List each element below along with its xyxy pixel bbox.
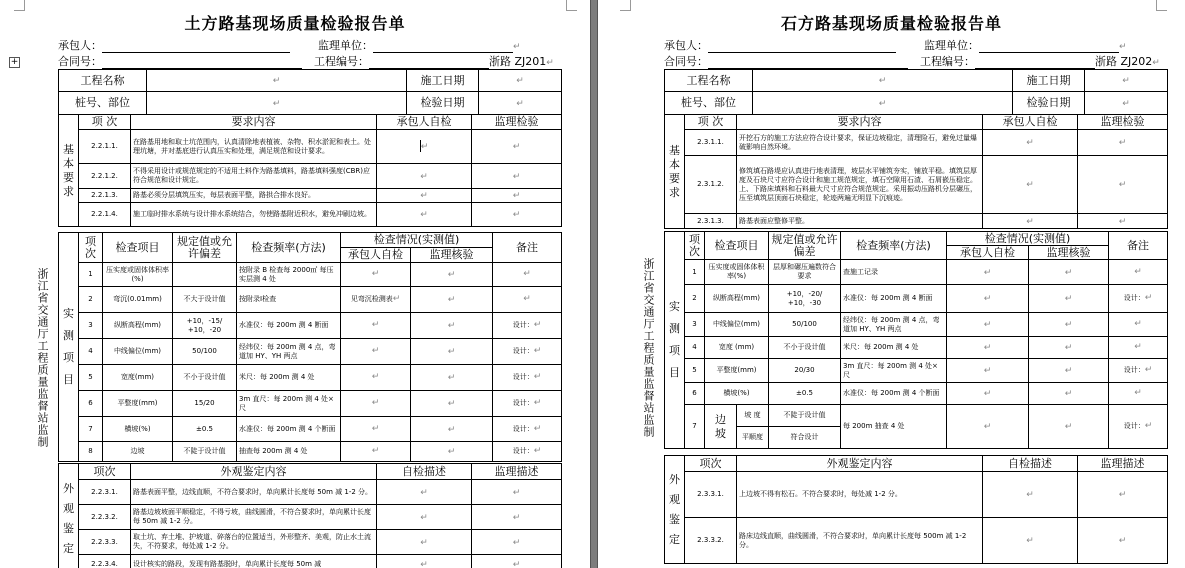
measured-note-cell[interactable]: 设计：↵: [1109, 285, 1168, 313]
report-title: 石方路基现场质量检验报告单: [780, 14, 1002, 33]
measured-row-item: 纵断高程(mm): [103, 313, 173, 339]
measured-row-frequency: 3m 直尺：每 200m 测 4 处×尺: [237, 391, 341, 417]
appearance-self-cell[interactable]: ↵: [377, 555, 472, 568]
paragraph-mark: ↵: [1152, 58, 1160, 68]
supervisor-field[interactable]: [373, 42, 513, 53]
measured-note-cell[interactable]: 设计：↵: [493, 339, 562, 365]
basic-header-content: 要求内容: [131, 115, 377, 130]
measured-row-allowance: +10，-20/ +10，-30: [769, 285, 841, 313]
measured-row-no: 4: [79, 339, 103, 365]
measured-supervision-cell[interactable]: ↵: [411, 287, 493, 313]
measured-self-cell[interactable]: ↵: [341, 365, 411, 391]
basic-header-item: 项 次: [685, 115, 737, 130]
crop-mark: [566, 0, 577, 11]
measured-row-allowance: 不大于设计值: [173, 287, 237, 313]
project-no-line: [920, 53, 1160, 69]
measured-row-allowance: ±0.5: [173, 417, 237, 442]
measured-row-item: 宽度(mm): [103, 365, 173, 391]
basic-self-check-cell[interactable]: ↵: [983, 130, 1078, 156]
measured-header-note: 备注: [493, 233, 562, 263]
basic-supervision-cell[interactable]: ↵: [472, 189, 562, 203]
info-table: [664, 69, 1168, 115]
measured-row-item: 纵断高程(mm): [705, 285, 769, 313]
measured-row-no: 4: [685, 337, 705, 359]
measured-note-cell[interactable]: ↵: [1109, 313, 1168, 337]
measured-row: [59, 339, 562, 365]
measured-self-cell[interactable]: ↵: [341, 417, 411, 442]
appearance-row-no: 2.3.3.1.: [685, 472, 737, 518]
appearance-row-text: 设计核实的路段，发现有路基脱时，单向累计长度每 50m 减: [131, 555, 377, 568]
measured-row-no: 6: [79, 391, 103, 417]
appearance-table: [664, 455, 1168, 564]
appearance-row-text: 取土坑、弃土堆、护坡道、碎落台的位置适当，外形整齐、美观，防止水土流失，不符要求，每处减 1-2 分。: [131, 530, 377, 555]
measured-row-item: 中线偏位(mm): [705, 313, 769, 337]
appearance-self-cell[interactable]: ↵: [983, 518, 1078, 564]
measured-row-frequency: 经纬仪：每 200m 测 4 点，弯道加 HY、YH 两点: [237, 339, 341, 365]
measured-row-allowance: ±0.5: [769, 383, 841, 405]
measured-header-no: 项次: [79, 233, 103, 263]
measured-row-frequency: 水准仪：每 200m 测 4 断面: [841, 285, 947, 313]
measured-self-cell[interactable]: ↵: [947, 260, 1029, 285]
basic-row-no: 2.3.1.2.: [685, 156, 737, 214]
contract-label: 合同号：: [664, 55, 708, 68]
project-no-field[interactable]: [975, 58, 1095, 69]
basic-row-text: 开挖石方的施工方法应符合设计要求，保证边坡稳定，清理险石，避免过量爆破影响自然环境。: [737, 130, 983, 156]
measured-row-allowance: 符合设计: [769, 427, 841, 449]
measured-row-item: 中线偏位(mm): [103, 339, 173, 365]
project-no-label: 工程编号：: [314, 55, 369, 68]
basic-self-check-cell[interactable]: ↵: [377, 164, 472, 189]
measured-row: [59, 365, 562, 391]
basic-header-supervision: 监理检验: [472, 115, 562, 130]
measured-row-frequency: 每 200m 抽查 4 处: [841, 405, 947, 449]
measured-row-allowance: 15/20: [173, 391, 237, 417]
contractor-field[interactable]: [708, 42, 896, 53]
measured-row-frequency: 按附录 B 检查每 2000㎡ 每压实层测 4 处: [237, 263, 341, 287]
measured-supervision-cell[interactable]: ↵: [411, 365, 493, 391]
basic-supervision-cell[interactable]: ↵: [472, 203, 562, 227]
basic-supervision-cell[interactable]: ↵: [472, 130, 562, 164]
measured-row: [59, 442, 562, 462]
appearance-row-no: 2.2.3.3.: [79, 530, 131, 555]
crop-mark: [1156, 0, 1167, 11]
measured-row: [665, 337, 1168, 359]
measured-header-supervision: 监理核验: [411, 248, 493, 263]
basic-row-no: 2.2.1.1.: [79, 130, 131, 164]
basic-row-text: 路基表面应整修平整。: [737, 214, 983, 229]
basic-header-self: 承包人自检: [983, 115, 1078, 130]
info-table: [58, 69, 562, 115]
basic-self-check-cell[interactable]: ↵: [983, 214, 1078, 229]
measured-note-cell[interactable]: ↵: [493, 263, 562, 287]
appearance-row-no: 2.3.3.2.: [685, 518, 737, 564]
side-label-supervision: 浙江省交通厅工程质量监督站监制: [642, 258, 655, 438]
measured-row-no: 7: [79, 417, 103, 442]
appearance-supervision-cell[interactable]: ↵: [472, 555, 562, 568]
basic-row-text: 施工临时排水系统与设计排水系统结合，勿使路基附近积水，避免冲刷边坡。: [131, 203, 377, 227]
measured-supervision-cell[interactable]: ↵: [1029, 337, 1109, 359]
measured-header-item: 检查项目: [103, 233, 173, 263]
supervisor-label: 监理单位：: [924, 39, 979, 52]
appearance-header-content: 外观鉴定内容: [737, 456, 983, 472]
measured-row-no: 2: [79, 287, 103, 313]
contract-field[interactable]: [102, 58, 302, 69]
measured-row-frequency: 按附录Ⅰ检查: [237, 287, 341, 313]
side-label-supervision: 浙江省交通厅工程质量监督站监制: [36, 268, 49, 448]
contractor-line: [58, 37, 290, 53]
report-page-earthwork: [0, 0, 590, 568]
appearance-header-content: 外观鉴定内容: [131, 464, 377, 480]
measured-row-item: 平整度(mm): [705, 359, 769, 383]
basic-requirements-table: [664, 114, 1168, 229]
contractor-label: 承包人：: [58, 39, 102, 52]
measured-row-item: 边坡: [103, 442, 173, 462]
measured-row-no: 1: [79, 263, 103, 287]
project-name-value[interactable]: ↵: [147, 70, 407, 92]
measured-supervision-cell[interactable]: ↵: [411, 263, 493, 287]
basic-header-content: 要求内容: [737, 115, 983, 130]
measured-row-frequency: 查施工记录: [841, 260, 947, 285]
appearance-row-text: 路床边线直顺，曲线圆滑，不符合要求时，单向累计长度每 500m 减 1-2 分。: [737, 518, 983, 564]
measured-section-label: 实测项目: [665, 232, 685, 449]
measured-row-allowance: 50/100: [769, 313, 841, 337]
measured-row-subitem: 平顺度: [737, 427, 769, 449]
appearance-header-supervision: 监理描述: [472, 464, 562, 480]
measured-row-allowance: +10，-15/ +10，-20: [173, 313, 237, 339]
basic-requirements-table: [58, 114, 562, 227]
measured-self-cell[interactable]: ↵: [341, 263, 411, 287]
measured-note-cell[interactable]: 设计：↵: [493, 391, 562, 417]
measured-supervision-cell[interactable]: ↵: [411, 417, 493, 442]
supervisor-label: 监理单位：: [318, 39, 373, 52]
paragraph-mark: ↵: [513, 42, 521, 52]
construction-date-value[interactable]: ↵: [479, 70, 562, 92]
station-label: 桩号、部位: [665, 92, 753, 115]
measured-self-cell[interactable]: ↵: [947, 313, 1029, 337]
appearance-supervision-cell[interactable]: ↵: [472, 480, 562, 505]
measured-supervision-cell[interactable]: ↵: [1029, 285, 1109, 313]
measured-header-allowance: 规定值或允许偏差: [173, 233, 237, 263]
measured-note-cell[interactable]: 设计：↵: [1109, 359, 1168, 383]
project-name-label: 工程名称: [59, 70, 147, 92]
inspection-date-value[interactable]: ↵: [1085, 92, 1168, 115]
project-no-field[interactable]: [369, 58, 489, 69]
measured-supervision-cell[interactable]: ↵: [1029, 405, 1109, 449]
measured-row-frequency: 水准仪：每 200m 测 4 个断面: [841, 383, 947, 405]
appearance-header-supervision: 监理描述: [1078, 456, 1168, 472]
measured-header-check: 检查情况(实测值): [947, 232, 1109, 246]
appearance-self-cell[interactable]: ↵: [377, 530, 472, 555]
construction-date-label: 施工日期: [1013, 70, 1085, 92]
measured-row-frequency: 抽查每 200m 测 4 处: [237, 442, 341, 462]
appearance-header-no: 项次: [685, 456, 737, 472]
measured-row-item: 横坡(%): [103, 417, 173, 442]
paragraph-mark: ↵: [1119, 42, 1127, 52]
measured-header-check: 检查情况(实测值): [341, 233, 493, 248]
basic-supervision-cell[interactable]: ↵: [1078, 156, 1168, 214]
measured-supervision-cell[interactable]: ↵: [411, 442, 493, 462]
basic-row-no: 2.2.1.3.: [79, 189, 131, 203]
measured-row-subitem: 坡 度: [737, 405, 769, 427]
crop-mark: [14, 0, 25, 11]
appearance-supervision-cell[interactable]: ↵: [472, 505, 562, 530]
appearance-table: [58, 463, 562, 568]
measured-self-cell[interactable]: ↵: [947, 337, 1029, 359]
contract-field[interactable]: [708, 58, 908, 69]
measured-supervision-cell[interactable]: ↵: [411, 313, 493, 339]
basic-row-text: 不得采用设计或规范规定的不适用土料作为路基填料，路基填料强度(CBR)应符合规范和设计规定。: [131, 164, 377, 189]
measured-row-allowance: 20/30: [769, 359, 841, 383]
measured-note-cell[interactable]: 设计：↵: [493, 417, 562, 442]
measured-supervision-cell[interactable]: ↵: [1029, 260, 1109, 285]
measured-header-frequency: 检查频率(方法): [237, 233, 341, 263]
supervisor-line: [924, 37, 1127, 53]
measured-header-frequency: 检查频率(方法): [841, 232, 947, 260]
measured-row-frequency: 水准仪：每 200m 测 4 断面: [237, 313, 341, 339]
measured-row: [665, 405, 1168, 427]
measured-note-cell[interactable]: 设计：↵: [1109, 405, 1168, 449]
station-value[interactable]: ↵: [147, 92, 407, 115]
measured-row-frequency: 水准仪：每 200m 测 4 个断面: [237, 417, 341, 442]
measured-row-no: 5: [79, 365, 103, 391]
measured-supervision-cell[interactable]: ↵: [1029, 359, 1109, 383]
measured-section-label: 实测项目: [59, 233, 79, 462]
basic-header-supervision: 监理检验: [1078, 115, 1168, 130]
measured-items-table: [58, 232, 562, 462]
measured-self-cell[interactable]: 见弯沉检测表↵: [341, 287, 411, 313]
appearance-self-cell[interactable]: ↵: [983, 472, 1078, 518]
measured-row-item: 平整度(mm): [103, 391, 173, 417]
appearance-section-label: 外观鉴定: [59, 464, 79, 568]
appearance-row-no: 2.2.3.4.: [79, 555, 131, 568]
measured-header-self: 承包人自检: [341, 248, 411, 263]
measured-row-frequency: 米尺：每 200m 测 4 处: [841, 337, 947, 359]
form-code: 浙路 ZJ201: [489, 55, 547, 68]
measured-header-note: 备注: [1109, 232, 1168, 260]
construction-date-label: 施工日期: [407, 70, 479, 92]
inspection-date-value[interactable]: ↵: [479, 92, 562, 115]
measured-row-item: 横坡(%): [705, 383, 769, 405]
measured-row-no: 3: [79, 313, 103, 339]
basic-self-check-cell[interactable]: ↵: [377, 130, 472, 164]
measured-header-item: 检查项目: [705, 232, 769, 260]
construction-date-value[interactable]: ↵: [1085, 70, 1168, 92]
measured-note-cell[interactable]: ↵: [493, 287, 562, 313]
report-title: 土方路基现场质量检验报告单: [184, 14, 406, 33]
measured-note-cell[interactable]: ↵: [1109, 337, 1168, 359]
appearance-row-text: 上边坡不得有松石。不符合要求时，每处减 1-2 分。: [737, 472, 983, 518]
measured-row-frequency: 3m 直尺：每 200m 测 4 处×尺: [841, 359, 947, 383]
basic-row-text: 路基必须分层填筑压实，每层表面平整，路拱合排水良好。: [131, 189, 377, 203]
measured-row: [665, 313, 1168, 337]
measured-row: [665, 285, 1168, 313]
appearance-header-self: 自检描述: [983, 456, 1078, 472]
basic-row-text: 修筑填石路堤应认真进行地表清理，坡层水平铺筑夯实，铺放平稳。填筑层厚度及石块尺寸应符合设计和施工规范规定，填石空隙用石渣、石屑嵌压稳定。上、下路床填料和石料最大尺寸应符合规范规定。采用振动压路机分层碾压，压至填筑层顶面石块稳定，轮迹两遍无明显下沉痕迹。: [737, 156, 983, 214]
crop-mark: [620, 0, 631, 11]
appearance-row-text: 路基边坡坡面平顺稳定，不得亏坡，曲线圆滑，不符合要求时，单向累计长度每 50m 减 1-2 分。: [131, 505, 377, 530]
measured-supervision-cell[interactable]: ↵: [411, 391, 493, 417]
basic-supervision-cell[interactable]: ↵: [1078, 130, 1168, 156]
basic-section-label: 基本要求: [59, 115, 79, 227]
measured-row: [665, 359, 1168, 383]
measured-self-cell[interactable]: ↵: [341, 339, 411, 365]
appearance-header-self: 自检描述: [377, 464, 472, 480]
appearance-supervision-cell[interactable]: ↵: [1078, 518, 1168, 564]
measured-row-no: 8: [79, 442, 103, 462]
contractor-line: [664, 37, 896, 53]
measured-row-allowance: 50/100: [173, 339, 237, 365]
appearance-self-cell[interactable]: ↵: [377, 505, 472, 530]
measured-supervision-cell[interactable]: ↵: [411, 339, 493, 365]
measured-row-item: 宽度 (mm): [705, 337, 769, 359]
form-code: 浙路 ZJ202: [1095, 55, 1153, 68]
measured-supervision-cell[interactable]: ↵: [1029, 313, 1109, 337]
appearance-self-cell[interactable]: ↵: [377, 480, 472, 505]
page-gutter: [590, 0, 598, 568]
contract-label: 合同号：: [58, 55, 102, 68]
project-no-line: [314, 53, 554, 69]
measured-row-allowance: 层厚和碾压遍数符合要求: [769, 260, 841, 285]
measured-row-item: 压实度或固体体积率(%): [103, 263, 173, 287]
measured-row-allowance: [173, 263, 237, 287]
report-page-rockwork: [598, 0, 1185, 568]
measured-note-cell[interactable]: ↵: [1109, 383, 1168, 405]
measured-row: [59, 287, 562, 313]
measured-row: [59, 417, 562, 442]
paragraph-mark: ↵: [546, 58, 554, 68]
measured-row-allowance: 不小于设计值: [769, 337, 841, 359]
station-label: 桩号、部位: [59, 92, 147, 115]
contractor-field[interactable]: [102, 42, 290, 53]
measured-self-cell[interactable]: ↵: [341, 391, 411, 417]
contractor-label: 承包人：: [664, 39, 708, 52]
appearance-row-no: 2.2.3.2.: [79, 505, 131, 530]
measured-row-item: 压实度或固体体积率(%): [705, 260, 769, 285]
measured-row-no: 5: [685, 359, 705, 383]
basic-row-no: 2.2.1.4.: [79, 203, 131, 227]
appearance-row-no: 2.2.3.1.: [79, 480, 131, 505]
basic-row-no: 2.2.1.2.: [79, 164, 131, 189]
measured-row-no: 7: [685, 405, 705, 449]
project-no-label: 工程编号：: [920, 55, 975, 68]
appearance-supervision-cell[interactable]: ↵: [1078, 472, 1168, 518]
measured-row-no: 2: [685, 285, 705, 313]
basic-section-label: 基本要求: [665, 115, 685, 229]
project-name-label: 工程名称: [665, 70, 753, 92]
basic-self-check-cell[interactable]: ↵: [377, 189, 472, 203]
measured-row: [59, 313, 562, 339]
contract-line: [58, 53, 302, 69]
measured-note-cell[interactable]: 设计：↵: [493, 365, 562, 391]
measured-row-item: 弯沉(0.01mm): [103, 287, 173, 313]
contract-line: [664, 53, 908, 69]
measured-row-frequency: 米尺：每 200m 测 4 处: [237, 365, 341, 391]
measured-row-no: 1: [685, 260, 705, 285]
measured-self-cell[interactable]: ↵: [947, 285, 1029, 313]
basic-supervision-cell[interactable]: ↵: [472, 164, 562, 189]
measured-row: [665, 260, 1168, 285]
basic-self-check-cell[interactable]: ↵: [983, 156, 1078, 214]
measured-row: [59, 263, 562, 287]
basic-row-no: 2.3.1.1.: [685, 130, 737, 156]
measured-header-allowance: 规定值或允许偏差: [769, 232, 841, 260]
measured-row-allowance: 不陡于设计值: [769, 405, 841, 427]
measured-supervision-cell[interactable]: ↵: [1029, 383, 1109, 405]
measured-row-item: 边坡: [705, 405, 737, 449]
appearance-section-label: 外观鉴定: [665, 456, 685, 564]
measured-row-no: 6: [685, 383, 705, 405]
inspection-date-label: 检验日期: [407, 92, 479, 115]
measured-items-table: [664, 231, 1168, 449]
basic-row-text: 在路基用地和取土坑范围内，认真清除地表植被、杂物、积水淤泥和表土。处理坑塘，并对基底进行认真压实和处理，满足规范和设计要求。: [131, 130, 377, 164]
measured-self-cell[interactable]: ↵: [947, 359, 1029, 383]
measured-header-no: 项次: [685, 232, 705, 260]
measured-row-frequency: 经纬仪：每 200m 测 4 点，弯道加 HY、YH 两点: [841, 313, 947, 337]
inspection-date-label: 检验日期: [1013, 92, 1085, 115]
project-name-value[interactable]: ↵: [753, 70, 1013, 92]
appearance-row-text: 路基表面平整，边线直顺，不符合要求时，单向累计长度每 50m 减 1-2 分。: [131, 480, 377, 505]
measured-row: [59, 391, 562, 417]
basic-header-item: 项 次: [79, 115, 131, 130]
measured-row: [665, 383, 1168, 405]
measured-note-cell[interactable]: 设计：↵: [493, 313, 562, 339]
measured-header-self: 承包人自检: [947, 246, 1029, 260]
supervisor-field[interactable]: [979, 42, 1119, 53]
appearance-header-no: 项次: [79, 464, 131, 480]
basic-row-no: 2.3.1.3.: [685, 214, 737, 229]
measured-row-allowance: 不陡于设计值: [173, 442, 237, 462]
measured-note-cell[interactable]: 设计：↵: [493, 442, 562, 462]
measured-self-cell[interactable]: ↵: [341, 313, 411, 339]
station-value[interactable]: ↵: [753, 92, 1013, 115]
measured-header-supervision: 监理核验: [1029, 246, 1109, 260]
measured-row-no: 3: [685, 313, 705, 337]
measured-self-cell[interactable]: ↵: [341, 442, 411, 462]
measured-self-cell[interactable]: ↵: [947, 383, 1029, 405]
table-move-handle-icon[interactable]: +: [10, 57, 19, 67]
measured-self-cell[interactable]: ↵: [947, 405, 1029, 449]
basic-supervision-cell[interactable]: ↵: [1078, 214, 1168, 229]
measured-note-cell[interactable]: ↵: [1109, 260, 1168, 285]
supervisor-line: [318, 37, 521, 53]
basic-header-self: 承包人自检: [377, 115, 472, 130]
appearance-supervision-cell[interactable]: ↵: [472, 530, 562, 555]
basic-self-check-cell[interactable]: ↵: [377, 203, 472, 227]
measured-row-allowance: 不小于设计值: [173, 365, 237, 391]
